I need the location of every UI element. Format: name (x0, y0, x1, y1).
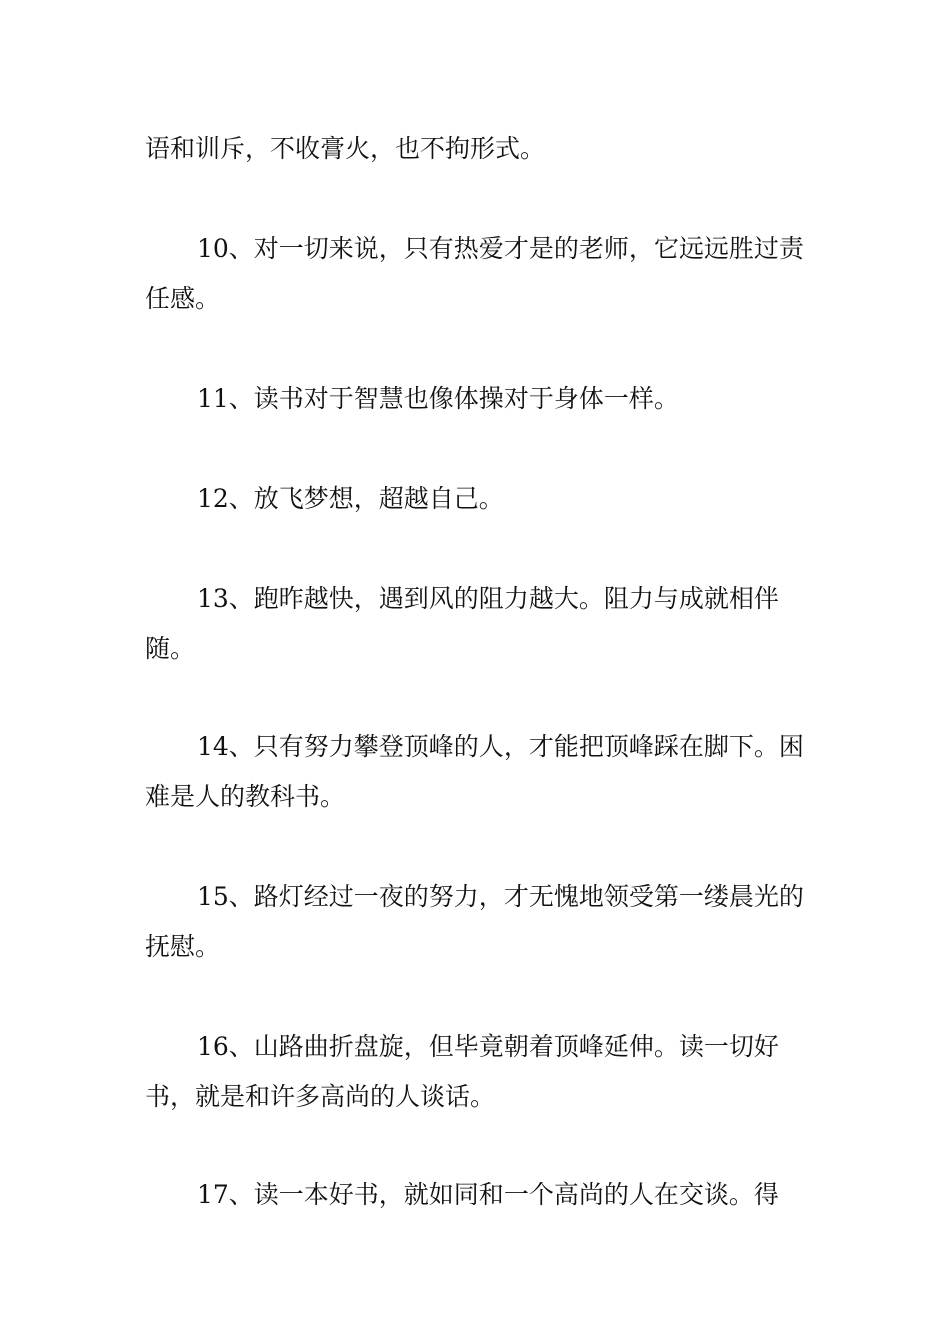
paragraph-13: 13、跑昨越快，遇到风的阻力越大。阻力与成就相伴随。 (145, 584, 779, 663)
paragraph-16: 16、山路曲折盘旋，但毕竟朝着顶峰延伸。读一切好书，就是和许多高尚的人谈话。 (145, 1032, 779, 1111)
paragraph-14: 14、只有努力攀登顶峰的人，才能把顶峰踩在脚下。困难是人的教科书。 (145, 732, 804, 811)
paragraph-continuation: 语和训斥，不收膏火，也不拘形式。 (145, 134, 546, 163)
paragraph-17: 17、读一本好书，就如同和一个高尚的人在交谈。得 (197, 1180, 779, 1209)
paragraph-12: 12、放飞梦想，超越自己。 (197, 484, 504, 513)
paragraph-10: 10、对一切来说，只有热爱才是的老师，它远远胜过责任感。 (145, 234, 804, 313)
paragraph-11: 11、读书对于智慧也像体操对于身体一样。 (197, 384, 679, 413)
paragraph-15: 15、路灯经过一夜的努力，才无愧地领受第一缕晨光的抚慰。 (145, 882, 804, 961)
